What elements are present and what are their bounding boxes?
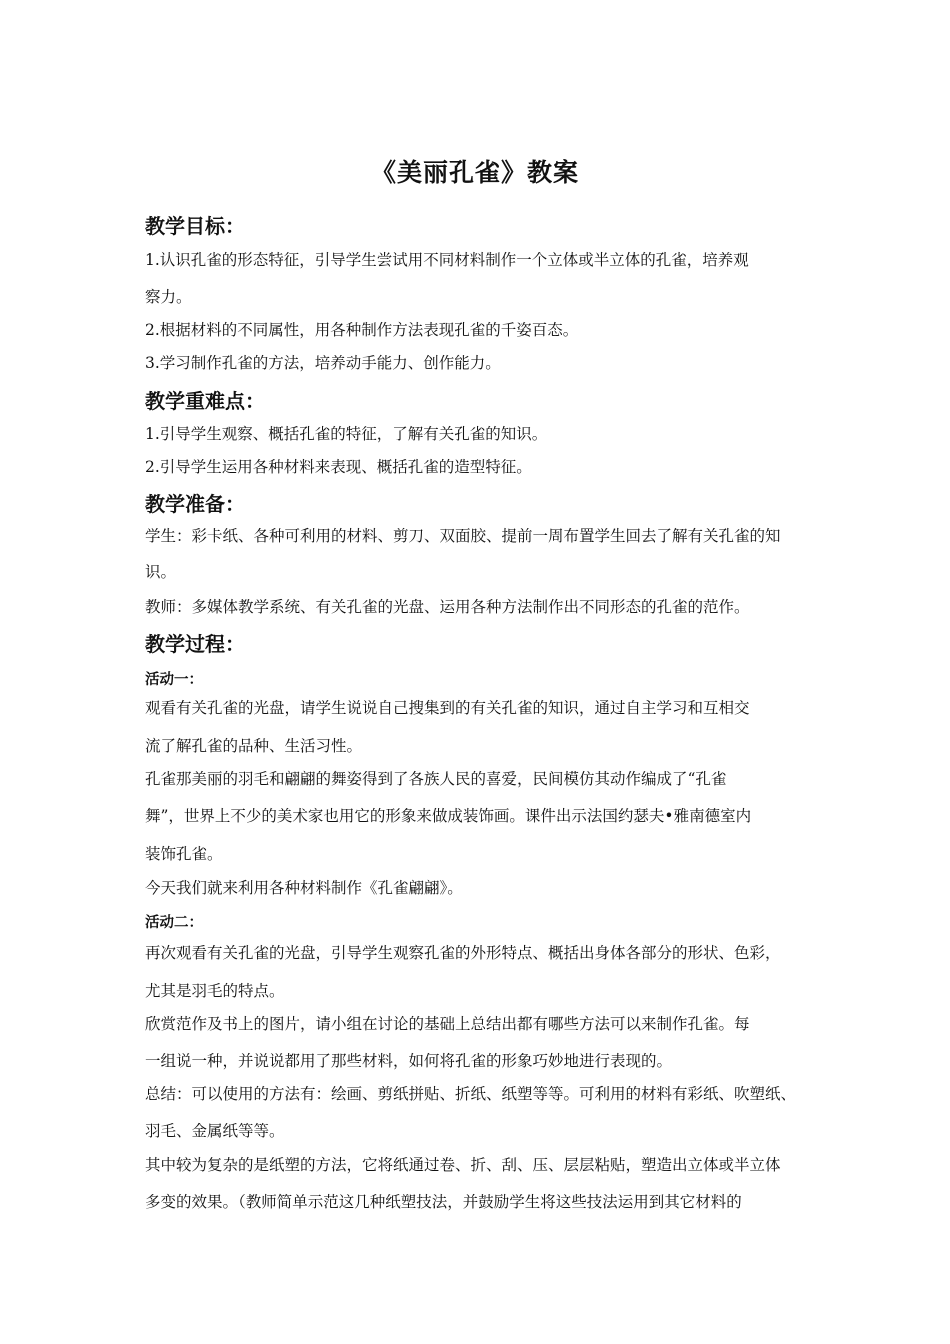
activity-2-line: 一组说一种，并说说都用了那些材料，如何将孔雀的形象巧妙地进行表现的。: [145, 1052, 673, 1070]
objectives-line: 1.认识孔雀的形态特征，引导学生尝试用不同材料制作一个立体或半立体的孔雀，培养观: [145, 251, 749, 269]
activity-2-line: 多变的效果。（教师简单示范这几种纸塑技法，并鼓励学生将这些技法运用到其它材料的: [145, 1193, 742, 1211]
key-points-line: 2.引导学生运用各种材料来表现、概括孔雀的造型特征。: [145, 458, 532, 476]
activity-2-line: 总结：可以使用的方法有：绘画、剪纸拼贴、折纸、纸塑等等。可利用的材料有彩纸、吹塑纸、: [145, 1085, 797, 1103]
preparation-line: 学生：彩卡纸、各种可利用的材料、剪刀、双面胶、提前一周布置学生回去了解有关孔雀的知: [145, 527, 781, 545]
activity-2-line: 羽毛、金属纸等等。: [145, 1122, 285, 1140]
activity-1-line: 装饰孔雀。: [145, 845, 223, 863]
preparation-line: 识。: [145, 563, 177, 581]
objectives-line: 3.学习制作孔雀的方法，培养动手能力、创作能力。: [145, 354, 501, 372]
document-title: 《美丽孔雀》教案: [370, 158, 579, 187]
activity-2-line: 尤其是羽毛的特点。: [145, 982, 285, 1000]
preparation-line: 教师：多媒体教学系统、有关孔雀的光盘、运用各种方法制作出不同形态的孔雀的范作。: [145, 598, 750, 616]
key-points-heading: 教学重难点：: [145, 389, 265, 413]
objectives-line: 察力。: [145, 288, 192, 306]
activity-2-line: 欣赏范作及书上的图片，请小组在讨论的基础上总结出都有哪些方法可以来制作孔雀。每: [145, 1015, 750, 1033]
activity-1-line: 舞”，世界上不少的美术家也用它的形象来做成装饰画。课件出示法国约瑟夫•雅南德室内: [145, 807, 752, 825]
activity-1-line: 观看有关孔雀的光盘，请学生说说自己搜集到的有关孔雀的知识，通过自主学习和互相交: [145, 699, 750, 717]
activity-2-line: 其中较为复杂的是纸塑的方法，它将纸通过卷、折、刮、压、层层粘贴，塑造出立体或半立体: [145, 1156, 781, 1174]
process-heading: 教学过程：: [145, 632, 245, 656]
activity-2-line: 再次观看有关孔雀的光盘，引导学生观察孔雀的外形特点、概括出身体各部分的形状、色彩，: [145, 944, 781, 962]
activity-1-label: 活动一：: [145, 672, 203, 688]
activity-2-label: 活动二：: [145, 915, 203, 931]
objectives-heading: 教学目标：: [145, 214, 245, 238]
activity-1-line: 流了解孔雀的品种、生活习性。: [145, 737, 363, 755]
preparation-heading: 教学准备：: [145, 492, 245, 516]
activity-1-line: 今天我们就来利用各种材料制作《孔雀翩翩》。: [145, 879, 463, 897]
activity-1-line: 孔雀那美丽的羽毛和翩翩的舞姿得到了各族人民的喜爱，民间模仿其动作编成了“孔雀: [145, 770, 727, 788]
objectives-line: 2.根据材料的不同属性，用各种制作方法表现孔雀的千姿百态。: [145, 321, 579, 339]
key-points-line: 1.引导学生观察、概括孔雀的特征，了解有关孔雀的知识。: [145, 425, 548, 443]
